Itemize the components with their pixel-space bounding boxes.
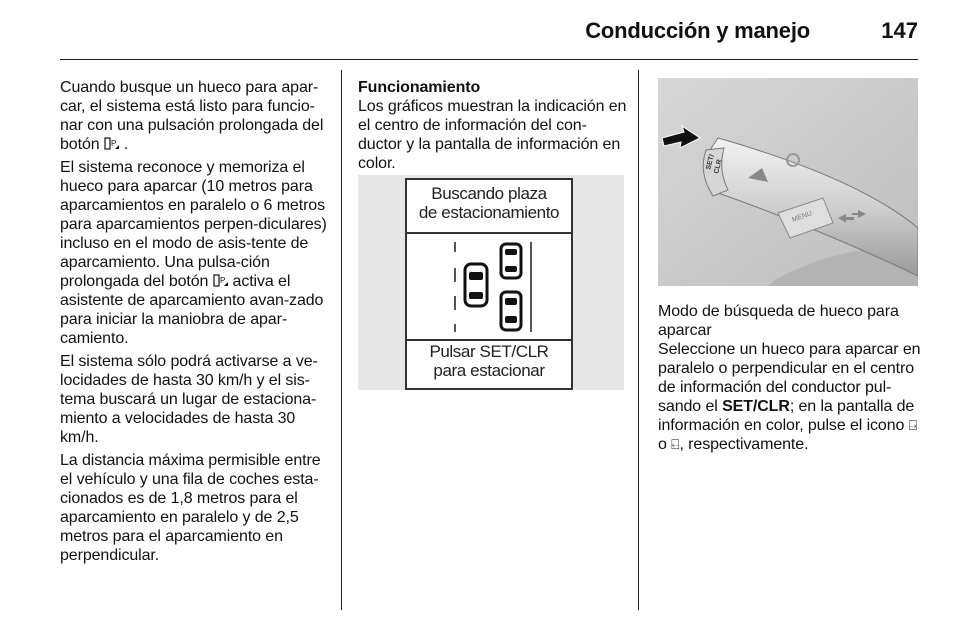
column-2 <box>358 78 628 177</box>
parking-scene-graphic <box>407 234 571 339</box>
parked-car-icon <box>501 292 521 330</box>
section-heading-search-mode: Modo de búsqueda de hueco para aparcar <box>658 303 899 339</box>
parked-car-icon <box>501 244 521 278</box>
column-1 <box>60 78 328 569</box>
page-number: 147 <box>881 18 918 43</box>
page-header-title: Conducción y manejo <box>585 18 810 43</box>
display-instruction-text: Pulsar SET/CLR para estacionar <box>429 342 549 380</box>
perpendicular-parking-icon: ⍇ <box>671 436 680 452</box>
set-clr-label: CLR <box>713 158 724 175</box>
park-assist-icon <box>104 136 124 152</box>
svg-text:P: P <box>219 276 225 285</box>
driver-info-display <box>405 178 573 390</box>
park-assist-icon <box>213 273 233 289</box>
column-divider-1 <box>341 70 342 610</box>
set-clr-term: SET/CLR <box>722 398 790 415</box>
parallel-parking-icon: ⍈ <box>908 417 917 433</box>
column-3 <box>658 302 926 454</box>
column-divider-2 <box>638 70 639 610</box>
parking-graphic <box>407 232 571 341</box>
svg-text:P: P <box>110 139 117 148</box>
paragraph-search-mode: Seleccione un hueco para aparcar en paralelo o perpendicular en el centro de información del conductor pul-sando el SET/CLR; en la pantalla de información en color, pulse el icono ⍈ o ⍇, respectivamente. <box>658 341 921 453</box>
paragraph-search-activation: Cuando busque un hueco para apar-car, el sistema está listo para funcio-nar con una pulsación prolongada del botón P . <box>60 79 324 153</box>
display-status-text: Buscando plaza de estacionamiento <box>418 184 560 222</box>
section-heading-operation: Funcionamiento <box>358 79 481 96</box>
header-divider <box>60 59 918 60</box>
paragraph-speed-limit: El sistema sólo podrá activarse a ve-locidades de hasta 30 km/h y el sis-tema buscará un lugar de estaciona-miento a velocidades de hasta 30 km/h. <box>60 353 318 446</box>
menu-label: MENU <box>791 210 814 224</box>
own-car-icon <box>465 264 487 306</box>
set-clr-label: SET/ <box>705 153 716 171</box>
paragraph-memory: El sistema reconoce y memoriza el hueco para aparcar (10 metros para aparcamientos en paralelo o 6 metros para aparcamientos perpen-diculares) incluso en el modo de asis-tente de aparcamiento. Una pulsa-ción prolongada del botón P activa el asistente de aparcamiento avan-zado para iniciar la maniobra de apar-camiento. <box>60 159 327 347</box>
paragraph-graphics-info: Los gráficos muestran la indicación en el centro de información del con-ductor y la pantalla de información en color. <box>358 98 627 172</box>
paragraph-max-distance: La distancia máxima permisible entre el vehículo y una fila de coches esta-cionados es de 1,8 metros para el aparcamiento en paralelo y de 2,5 metros para el aparcamiento en perpendicular. <box>60 452 321 564</box>
lever-photo <box>658 78 918 286</box>
